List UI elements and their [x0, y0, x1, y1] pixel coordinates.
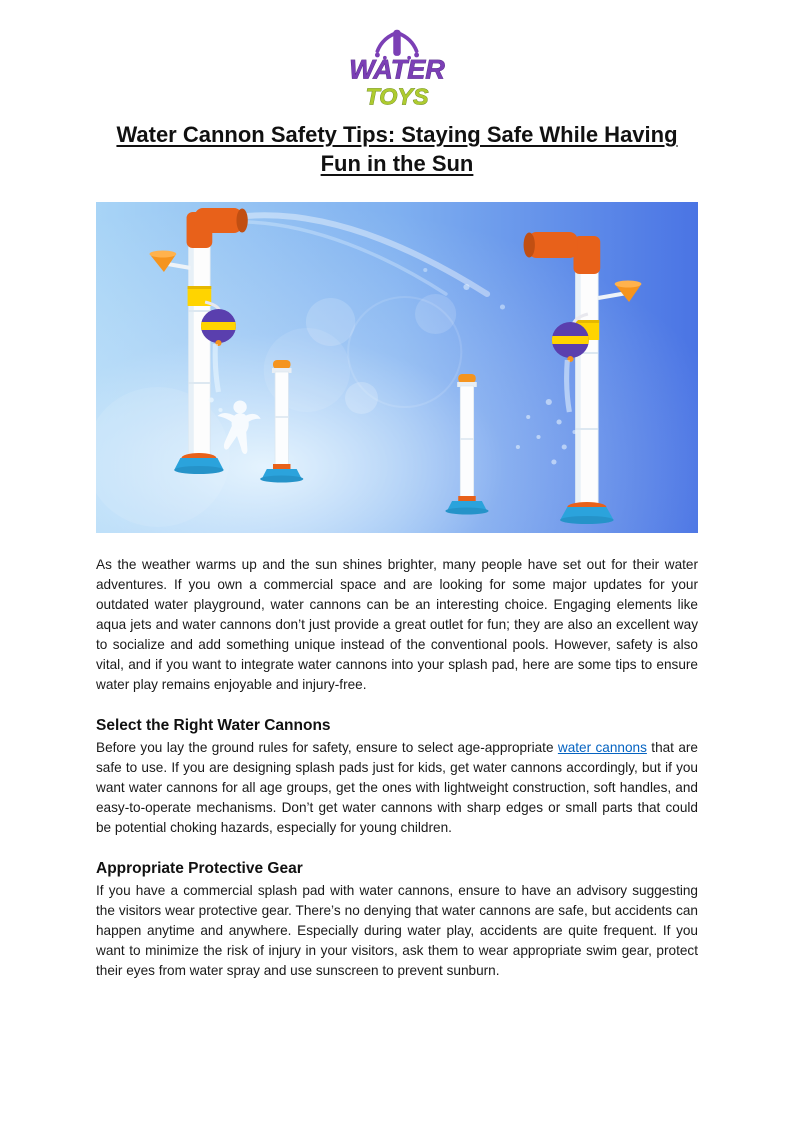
section-heading-protective-gear: Appropriate Protective Gear — [96, 859, 303, 877]
logo-text-toys: TOYS — [365, 83, 429, 110]
section-paragraph-protective-gear: If you have a commercial splash pad with water cannons, ensure to have an advisory suggesting the visitors wear protective gear. There’s no denying that water cannons are safe, but accidents can happen anytime and anywhere. Especially during water play, accidents are quite frequent. If you want to minimize the risk of injury in your visitors, ask them to wear appropriate swim gear, protect their eyes from water spray and use sunscreen to prevent sunburn. — [96, 882, 698, 978]
page-title: Water Cannon Safety Tips: Staying Safe While Having Fun in the Sun — [116, 122, 678, 177]
water-cannons-link[interactable]: water cannons — [557, 739, 647, 755]
section-paragraph-select-cannons — [96, 738, 698, 838]
water-toys-logo-icon — [327, 26, 467, 112]
water-cannons-illustration — [96, 202, 698, 533]
logo-text-water: WATER — [349, 54, 445, 85]
section-heading-select-cannons: Select the Right Water Cannons — [96, 716, 331, 734]
logo — [96, 26, 698, 112]
select-cannons-text-after-link: that are safe to use. If you are designing splash pads just for kids, get water cannons accordingly, but if you want water cannons for all age groups, get the ones with lightweight construction, soft handles, and easy-to-operate mechanisms. Don’t get water cannons with sharp edges or small parts that could be potential choking hazards, especially for young children. — [96, 739, 698, 835]
hero-image — [96, 202, 698, 533]
select-cannons-text-before-link: Before you lay the ground rules for safety, ensure to select age-appropriate — [96, 739, 558, 755]
intro-paragraph: As the weather warms up and the sun shines brighter, many people have set out for their water adventures. If you own a commercial space and are looking for some major updates for your outdated water playground, water cannons can be an interesting choice. Engaging elements like aqua jets and water cannons don’t just provide a great outlet for fun; they are also an excellent way to socialize and add something unique instead of the conventional pools. However, safety is also vital, and if you want to integrate water cannons into your splash pad, here are some tips to ensure water play remains enjoyable and injury-free. — [96, 557, 698, 692]
